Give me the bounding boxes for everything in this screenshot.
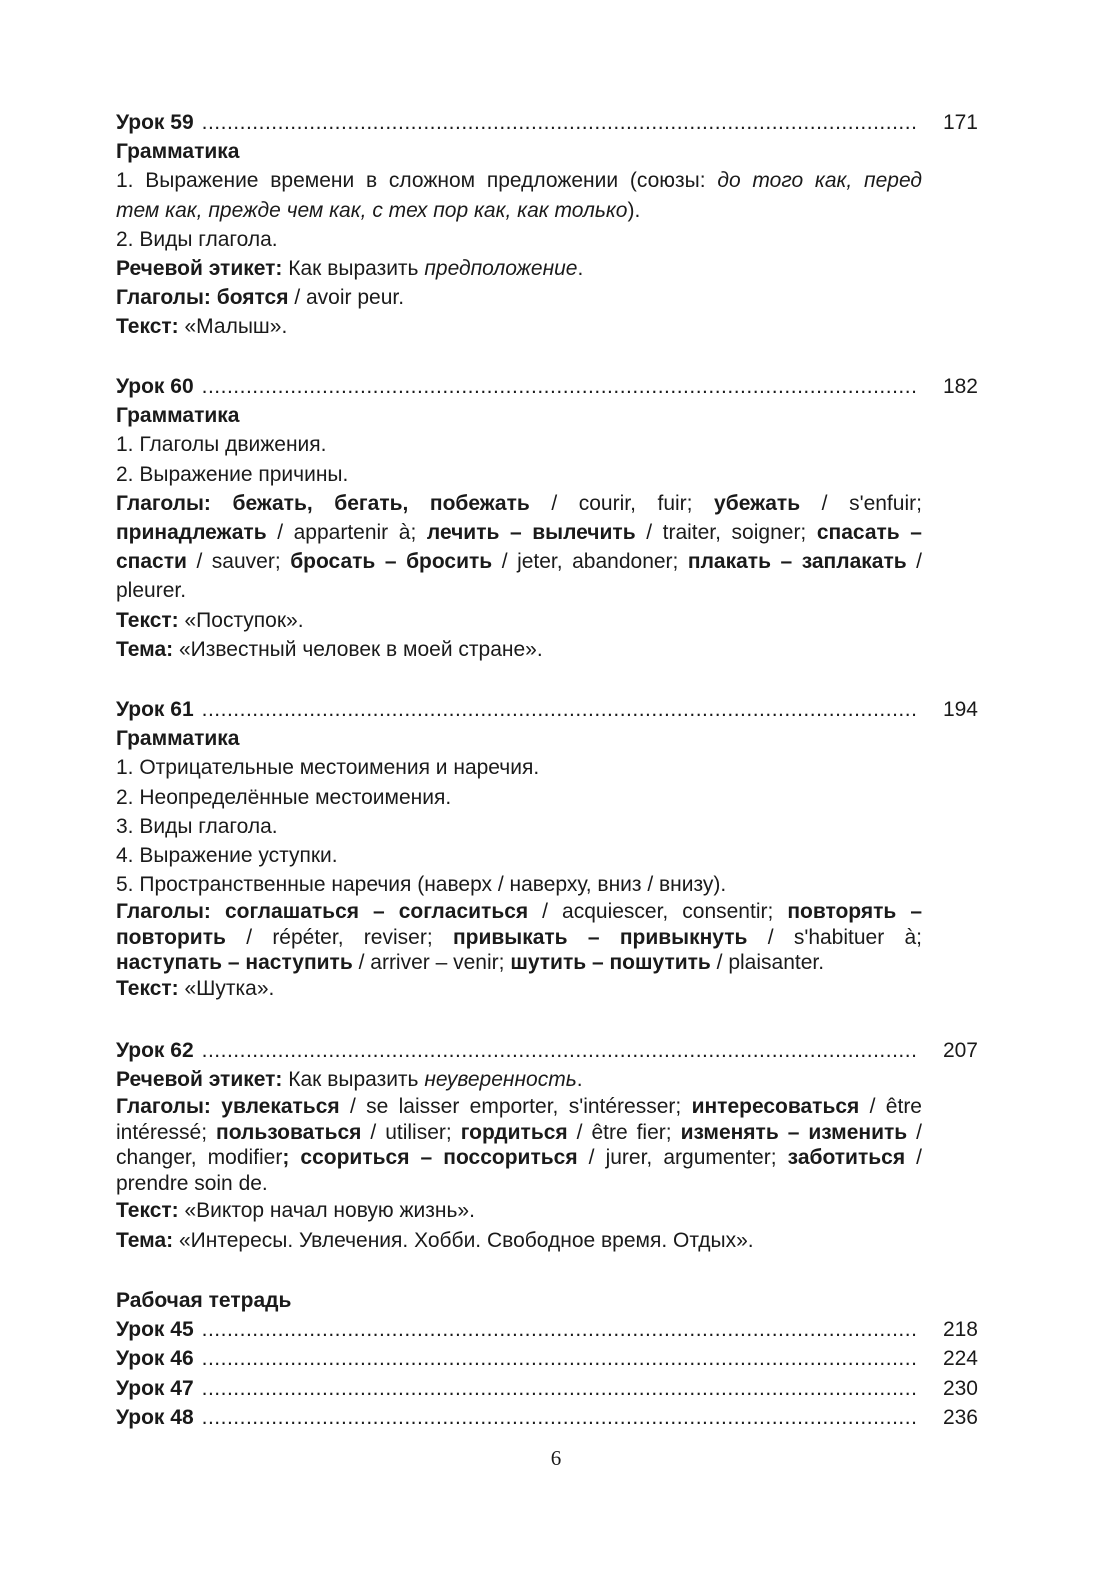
theme-line: Тема: «Интересы. Увлечения. Хобби. Свободное время. Отдых». (116, 1228, 754, 1252)
lesson-title: Урок 47 (116, 1376, 194, 1400)
theme-line: Тема: «Известный человек в моей стране». (116, 637, 543, 661)
verbs-line: Глаголы: соглашаться – согласиться / acquiescer, consentir; повторять – (116, 900, 922, 924)
toc-entry[interactable] (116, 695, 978, 724)
verbs-line: наступать – наступить / arriver – venir; шутить – пошутить / plaisanter. (116, 951, 825, 975)
text-line: Текст: «Виктор начал новую жизнь». (116, 1199, 475, 1223)
grammar-item: тем как, прежде чем как, с тех пор как, как только). (116, 198, 641, 222)
toc-entry[interactable] (116, 1344, 978, 1373)
dot-leader (202, 1403, 916, 1432)
grammar-item: 2. Виды глагола. (116, 227, 278, 251)
page-ref: 218 (942, 1318, 978, 1342)
verbs-line: intéressé; пользоваться / utiliser; гордиться / être fier; изменять – изменить / (116, 1120, 923, 1144)
dot-leader (202, 372, 916, 401)
text-line: Текст: «Шутка». (116, 976, 275, 1000)
toc-entry[interactable] (116, 1374, 978, 1403)
toc-entry[interactable] (116, 1315, 978, 1344)
page-ref: 207 (942, 1039, 978, 1062)
lesson-62 (116, 1036, 978, 1255)
dot-leader (202, 1315, 916, 1344)
page-ref: 194 (942, 698, 978, 721)
verbs-line: pleurer. (116, 579, 187, 603)
lesson-title: Урок 61 (116, 698, 194, 721)
grammar-item: 5. Пространственные наречия (наверх / наверху, вниз / внизу). (116, 873, 727, 897)
grammar-item: 1. Выражение времени в сложном предложении (союзы: до того как, перед (116, 169, 922, 193)
verbs-line: принадлежать / appartenir à; лечить – вылечить / traiter, soigner; спасать – (116, 521, 922, 545)
dot-leader (202, 1036, 916, 1065)
lesson-61 (116, 695, 978, 1001)
page-ref: 236 (942, 1405, 978, 1429)
grammar-item: 2. Неопределённые местоимения. (116, 785, 452, 809)
verbs-line: Глаголы: боятся / avoir peur. (116, 286, 405, 310)
dot-leader (202, 108, 916, 137)
speech-etiquette: Речевой этикет: Как выразить предположение. (116, 257, 584, 281)
lesson-title: Урок 46 (116, 1347, 194, 1371)
verbs-line: prendre soin de. (116, 1171, 268, 1195)
page-ref: 224 (942, 1347, 978, 1371)
lesson-60 (116, 372, 978, 664)
text-line: Текст: «Малыш». (116, 315, 288, 339)
toc-entry[interactable] (116, 372, 978, 401)
verbs-line: Глаголы: бежать, бегать, побежать / courir, fuir; убежать / s'enfuir; (116, 491, 922, 515)
lesson-title: Урок 60 (116, 375, 194, 398)
workbook-section (116, 1286, 978, 1432)
text-line: Текст: «Поступок». (116, 608, 304, 632)
page-ref: 182 (942, 375, 978, 398)
lesson-title: Урок 59 (116, 111, 194, 134)
toc-entry[interactable] (116, 1036, 978, 1065)
grammar-item: 1. Глаголы движения. (116, 433, 327, 457)
verbs-line: changer, modifier; ссориться – поссориться / jurer, argumenter; заботиться / (116, 1146, 923, 1170)
page-number: 6 (550, 1446, 562, 1470)
grammar-heading: Грамматика (116, 140, 240, 164)
grammar-item: 4. Выражение уступки. (116, 844, 338, 868)
lesson-title: Урок 62 (116, 1039, 194, 1062)
grammar-heading: Грамматика (116, 404, 240, 428)
workbook-heading: Рабочая тетрадь (116, 1289, 292, 1312)
verbs-line: спасти / sauver; бросать – бросить / jeter, abandoner; плакать – заплакать / (116, 550, 922, 574)
lesson-title: Урок 48 (116, 1405, 194, 1429)
grammar-item: 3. Виды глагола. (116, 814, 278, 838)
speech-etiquette: Речевой этикет: Как выразить неуверенность. (116, 1068, 583, 1092)
grammar-item: 1. Отрицательные местоимения и наречия. (116, 756, 540, 780)
dot-leader (202, 695, 916, 724)
grammar-heading: Грамматика (116, 727, 240, 751)
toc-entry[interactable] (116, 1403, 978, 1432)
verbs-line: повторить / répéter, reviser; привыкать – привыкнуть / s'habituer à; (116, 925, 923, 949)
page-ref: 171 (942, 111, 978, 134)
dot-leader (202, 1344, 916, 1373)
verbs-line: Глаголы: увлекаться / se laisser emporter, s'intéresser; интересоваться / être (116, 1095, 922, 1119)
dot-leader (202, 1374, 916, 1403)
lesson-59 (116, 108, 978, 342)
page-ref: 230 (942, 1376, 978, 1400)
grammar-item: 2. Выражение причины. (116, 462, 349, 486)
toc-entry[interactable] (116, 108, 978, 137)
lesson-title: Урок 45 (116, 1318, 194, 1342)
